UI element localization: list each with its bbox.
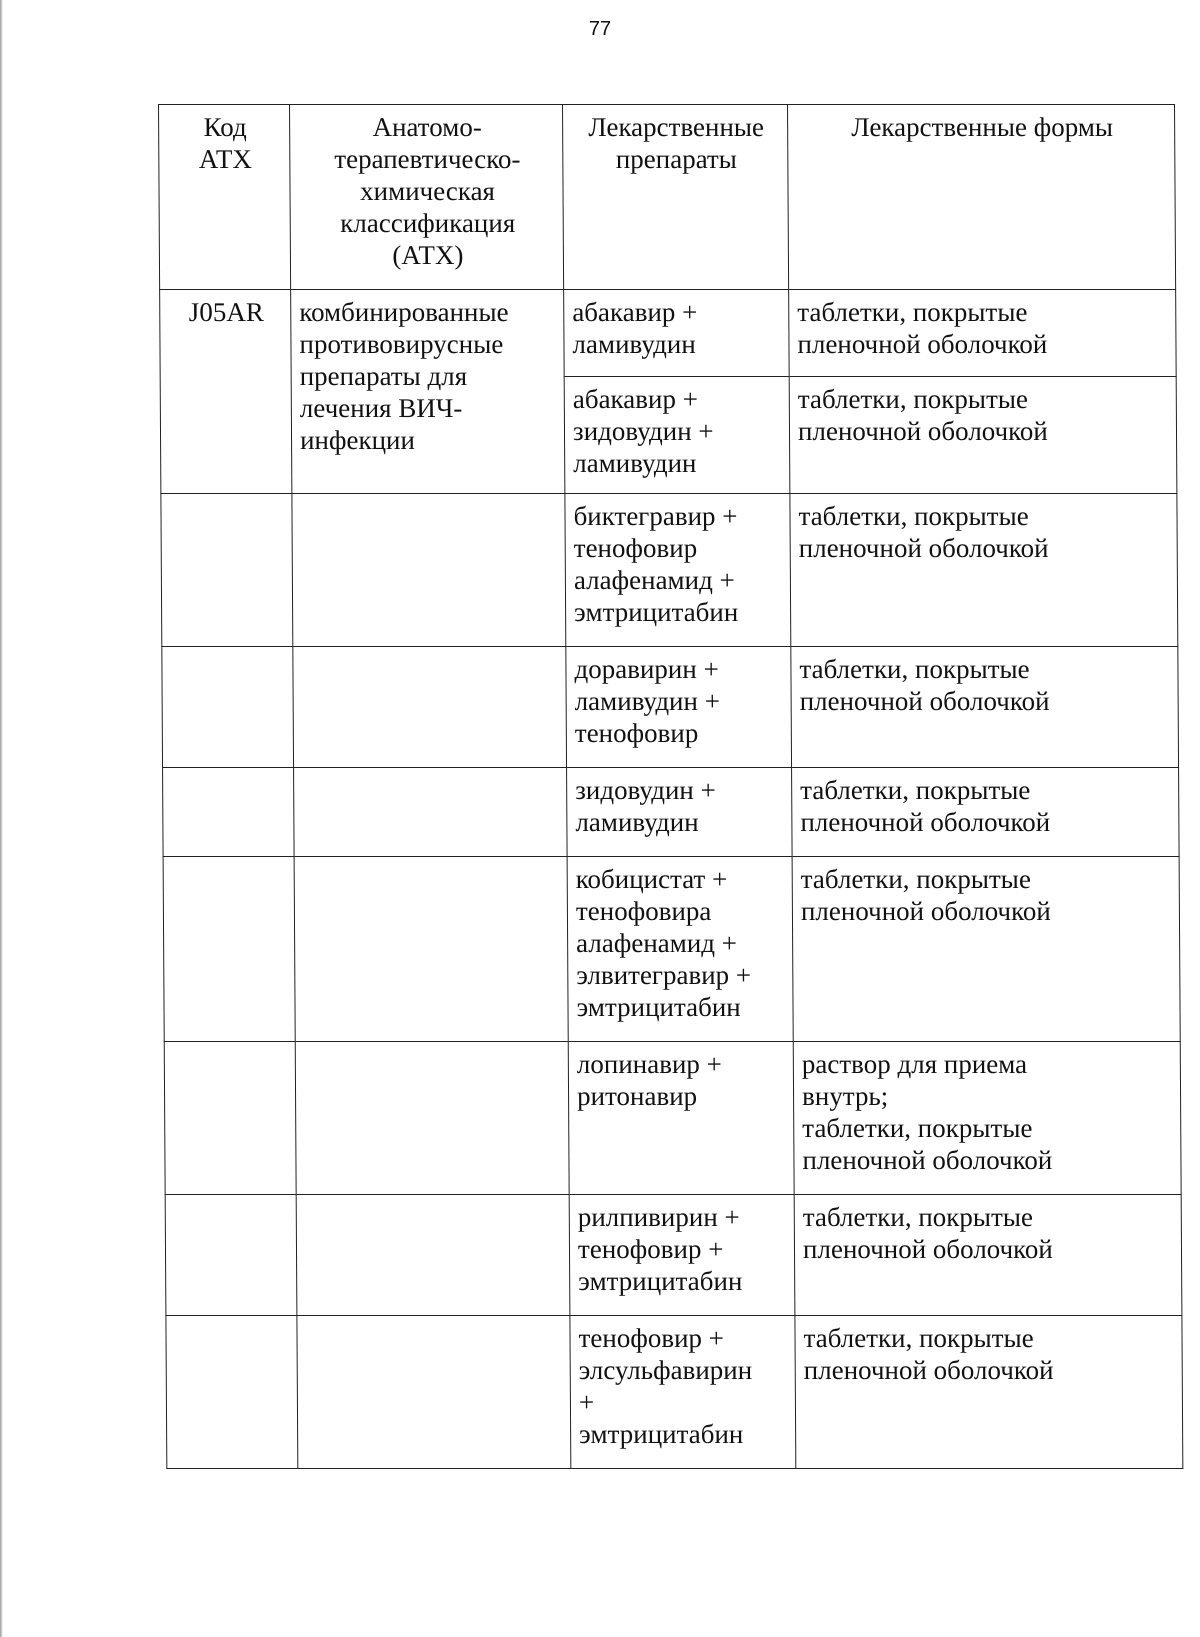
empty-code-cell — [161, 494, 293, 647]
table-header-row — [159, 105, 1176, 290]
header-drugs: Лекарственные препараты — [563, 105, 789, 290]
drug-cell: лопинавир + ритонавир — [568, 1042, 794, 1195]
empty-code-cell — [164, 1042, 296, 1195]
scan-edge — [0, 0, 3, 1637]
drug-cell: зидовудин + ламивудин — [567, 768, 793, 857]
empty-code-cell — [162, 647, 294, 768]
atx-classification-cell: комбинированные противовирусные препараты для лечения ВИЧ- инфекции — [291, 290, 565, 494]
drug-cell: доравирин + ламивудин + тенофовир — [566, 647, 792, 768]
table-row — [164, 1042, 1181, 1195]
table-row — [163, 768, 1180, 857]
table-row — [162, 647, 1179, 768]
form-cell: таблетки, покрытые пленочной оболочкой — [791, 647, 1179, 768]
atx-code-cell: J05AR — [160, 290, 292, 494]
empty-code-cell — [163, 857, 295, 1042]
header-code: Код АТХ — [159, 105, 291, 290]
drug-cell: кобицистат + тенофовира алафенамид + элвитегравир + эмтрицитабин — [567, 857, 793, 1042]
empty-classification-cell — [297, 1316, 571, 1469]
form-cell: таблетки, покрытые пленочной оболочкой — [789, 377, 1177, 494]
header-classification: Анатомо- терапевтическо- химическая классификация (АТХ) — [290, 105, 564, 290]
empty-code-cell — [166, 1316, 298, 1469]
header-forms: Лекарственные формы — [788, 105, 1176, 290]
table-row — [163, 857, 1180, 1042]
empty-classification-cell — [292, 494, 566, 647]
empty-classification-cell — [293, 647, 567, 768]
drug-cell: тенофовир + элсульфавирин + эмтрицитабин — [570, 1316, 796, 1469]
drug-cell: абакавир + ламивудин — [564, 290, 790, 377]
drug-cell: абакавир + зидовудин + ламивудин — [564, 377, 790, 494]
empty-classification-cell — [296, 1195, 570, 1316]
table-row — [160, 290, 1177, 377]
empty-code-cell — [165, 1195, 297, 1316]
form-cell: раствор для приема внутрь; таблетки, покрытые пленочной оболочкой — [793, 1042, 1181, 1195]
form-cell: таблетки, покрытые пленочной оболочкой — [792, 857, 1180, 1042]
table-row — [166, 1316, 1183, 1469]
drug-cell: рилпивирин + тенофовир + эмтрицитабин — [569, 1195, 795, 1316]
form-cell: таблетки, покрытые пленочной оболочкой — [795, 1316, 1183, 1469]
form-cell: таблетки, покрытые пленочной оболочкой — [792, 768, 1180, 857]
drug-cell: биктегравир + тенофовир алафенамид + эмтрицитабин — [565, 494, 791, 647]
empty-classification-cell — [295, 1042, 569, 1195]
empty-code-cell — [163, 768, 295, 857]
empty-classification-cell — [294, 857, 568, 1042]
empty-classification-cell — [294, 768, 568, 857]
table-row — [165, 1195, 1182, 1316]
form-cell: таблетки, покрытые пленочной оболочкой — [794, 1195, 1182, 1316]
form-cell: таблетки, покрытые пленочной оболочкой — [790, 494, 1178, 647]
table-row — [161, 494, 1178, 647]
form-cell: таблетки, покрытые пленочной оболочкой — [789, 290, 1177, 377]
atx-table — [158, 104, 1183, 1469]
page-number: 77 — [588, 18, 612, 40]
